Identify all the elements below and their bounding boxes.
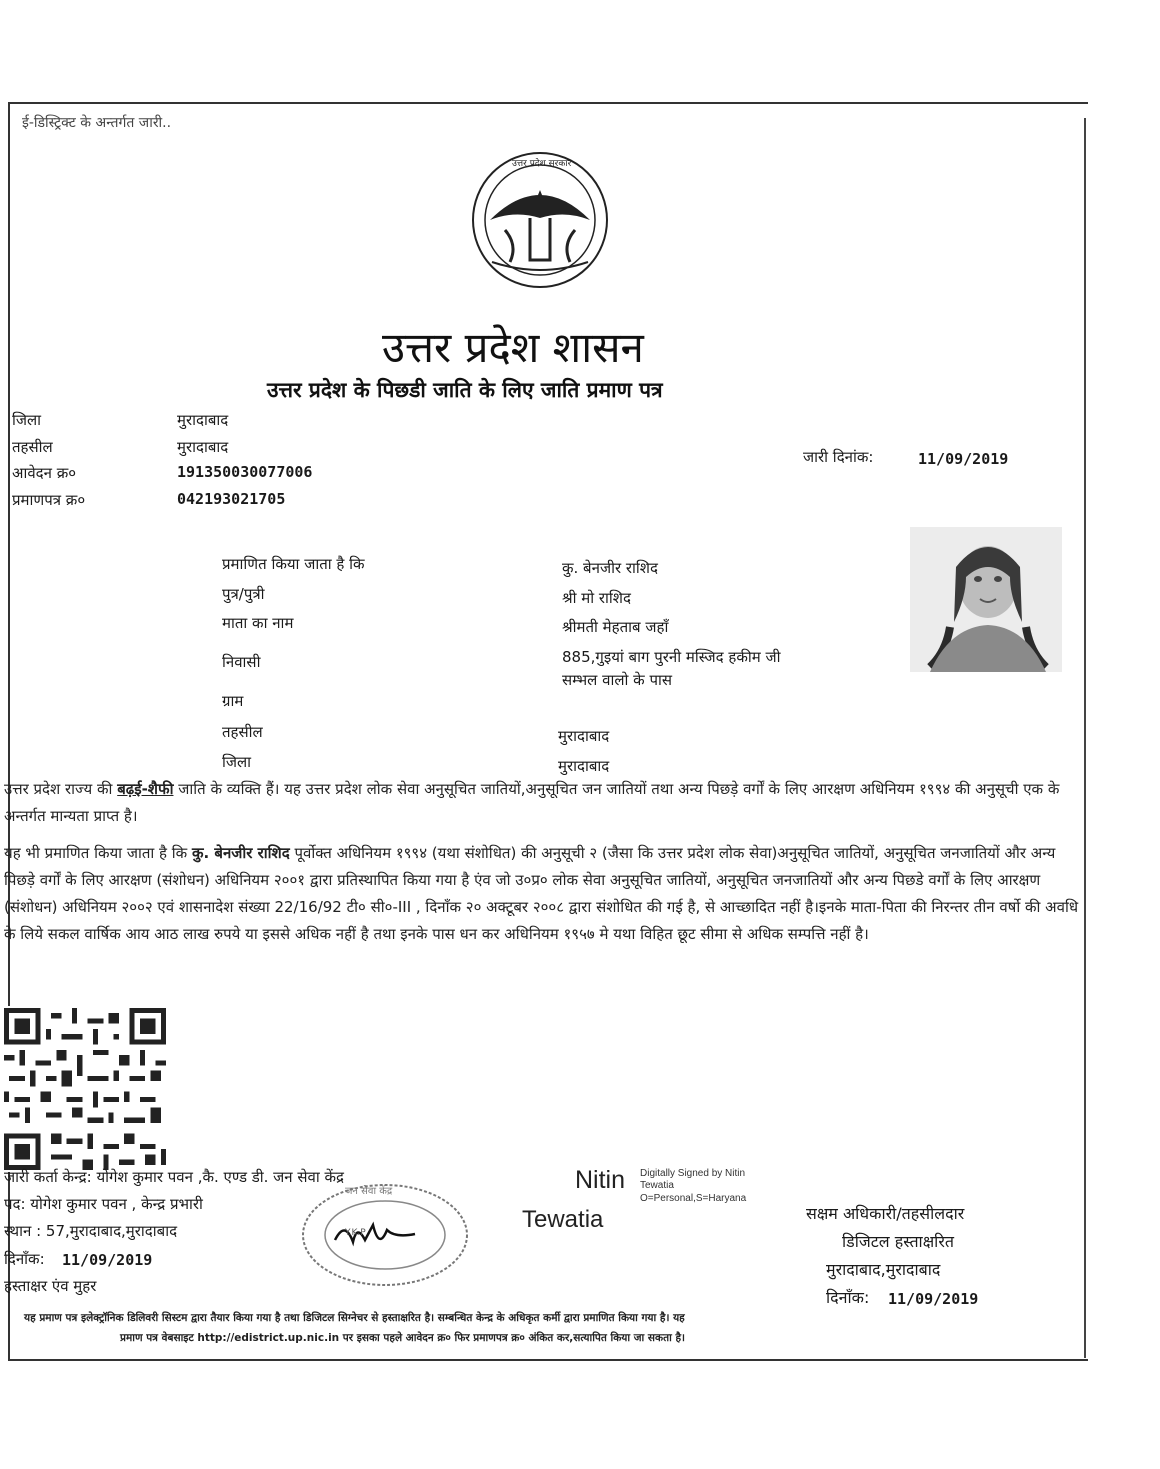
- issue-date-label: जारी दिनांक:: [803, 448, 874, 466]
- meta-value-district: मुरादाबाद: [177, 411, 229, 429]
- footer-line-1: यह प्रमाण पत्र इलेक्ट्रॉनिक डिलिवरी सिस्टम द्वारा तैयार किया गया है तथा डिजिटल सिग्नेचर से हस्ताक्षरित है। सम्बन्धित केन्द्र के अधिकृत कर्मी द्वारा प्रमाणित किया गया है। यह: [24, 1312, 685, 1324]
- digital-sig-name-2: Tewatia: [522, 1206, 604, 1233]
- meta-label-certificate-no: प्रमाणपत्र क्र०: [12, 491, 86, 509]
- issuer-center: जारी कर्ता केन्द्र: योगेश कुमार पवन ,कै. एण्ड डी. जन सेवा केंद्र: [4, 1168, 345, 1186]
- authority-date: 11/09/2019: [888, 1290, 979, 1308]
- digital-sig-name-1: Nitin: [575, 1166, 626, 1194]
- detail-value-name: कु. बेनजीर राशिद: [562, 559, 658, 577]
- certificate-subtitle: उत्तर प्रदेश के पिछडी जाति के लिए जाति प्रमाण पत्र: [267, 378, 663, 402]
- detail-label-tehsil: तहसील: [222, 723, 263, 741]
- detail-value-mother: श्रीमती मेहताब जहाँ: [562, 618, 669, 636]
- detail-label-child-of: पुत्र/पुत्री: [222, 585, 265, 603]
- digital-sig-line-3: O=Personal,S=Haryana: [640, 1193, 747, 1204]
- detail-label-resident: निवासी: [222, 653, 261, 671]
- detail-value-district: मुरादाबाद: [558, 757, 610, 775]
- issuer-place: स्थान : 57,मुरादाबाद,मुरादाबाद: [4, 1222, 178, 1240]
- detail-label-district: जिला: [222, 753, 252, 771]
- meta-value-application-no: 191350030077006: [177, 463, 313, 481]
- paragraph-caste-statement: [4, 776, 1084, 830]
- detail-label-mother: माता का नाम: [222, 614, 294, 632]
- issuer-date-label: दिनाँक:: [4, 1250, 45, 1268]
- top-note: ई-डिस्ट्रिक्ट के अन्तर्गत जारी..: [22, 115, 172, 131]
- footer-line-2: प्रमाण पत्र वेबसाइट http://edistrict.up.nic.in पर इसका पहले आवेदन क्र० फिर प्रमाणपत्र क्र० अंकित कर,सत्यापित किया जा सकता है।: [120, 1332, 686, 1344]
- issuer-post: पद: योगेश कुमार पवन , केन्द्र प्रभारी: [4, 1195, 203, 1213]
- meta-label-tehsil: तहसील: [12, 438, 53, 456]
- meta-label-district: जिला: [12, 411, 42, 429]
- authority-title: सक्षम अधिकारी/तहसीलदार: [806, 1204, 965, 1223]
- meta-value-certificate-no: 042193021705: [177, 490, 286, 508]
- para1-text-a: उत्तर प्रदेश राज्य की: [4, 780, 118, 798]
- detail-label-village: ग्राम: [222, 692, 244, 710]
- authority-date-label: दिनाँक:: [826, 1288, 870, 1307]
- person-photo-icon: [910, 527, 1062, 672]
- para2-text-b: पूर्वोक्त अधिनियम १९९४ (यथा संशोधित) की अनुसूची २ (जैसा कि उत्तर प्रदेश लोक सेवा)अनुसूचित जातियों, अनुसूचित जनजातियों और अन्य पिछड़े वर्गों के लिए आरक्षण (संशोधन) अधिनियम २००१ द्वारा प्रतिस्थापित किया गया है एंव जो उ०प्र० लोक सेवा अनुसूचित जातियों, अनुसूचित जनजातियों और अन्य पिछडे वर्गों के लिए आरक्षण (संशोधन) अधिनियम २००२ एवं शासनादेश संख्या 22/16/92 टी० सी०-III , दिनाँक २० अक्टूबर २००८ द्वारा संशोधित की गई है, से आच्छादित नहीं है।इनके माता-पिता की निरन्तर तीन वर्षो की अवधि के लिये सकल वार्षिक आय आठ लाख रुपये या इससे अधिक नहीं है तथा इनके पास धन कर अधिनियम १९५७ मे यथा विहित छूट सीमा से अधिक सम्पत्ति नहीं है।: [4, 844, 1079, 943]
- issuer-sign-label: हस्ताक्षर एंव मुहर: [4, 1277, 97, 1295]
- meta-value-tehsil: मुरादाबाद: [177, 438, 229, 456]
- certificate-border-right: [1084, 118, 1086, 1358]
- para2-text-a: यह भी प्रमाणित किया जाता है कि: [4, 844, 192, 862]
- issue-date-value: 11/09/2019: [918, 450, 1009, 468]
- detail-label-certified: प्रमाणित किया जाता है कि: [222, 555, 365, 573]
- paragraph-certification: [4, 840, 1084, 948]
- detail-value-address: 885,गुइयां बाग पुरनी मस्जिद हकीम जी: [562, 648, 781, 666]
- detail-value-tehsil: मुरादाबाद: [558, 727, 610, 745]
- meta-label-application-no: आवेदन क्र०: [12, 464, 77, 482]
- para1-caste: बढ़ई-शैफी: [117, 780, 174, 798]
- stamp-text: जन सेवा केंद्र: [345, 1186, 393, 1197]
- applicant-photo: [910, 527, 1062, 672]
- authority-sign: डिजिटल हस्ताक्षरित: [842, 1232, 954, 1251]
- detail-value-father: श्री मो राशिद: [562, 589, 631, 607]
- detail-value-address-2: सम्भल वालो के पास: [562, 671, 673, 689]
- para1-text-b: जाति के व्यक्ति हैं। यह उत्तर प्रदेश लोक सेवा अनुसूचित जातियों,अनुसूचित जन जातियों तथा अन्य पिछड़े वर्गों के लिए आरक्षण अधिनियम १९९४ की अनुसूची एक के अन्तर्गत मान्यता प्राप्त है।: [4, 780, 1060, 825]
- qr-code: [4, 1006, 166, 1172]
- issuer-date: 11/09/2019: [62, 1251, 153, 1269]
- digital-sig-line-1: Digitally Signed by Nitin: [640, 1168, 746, 1179]
- qr-code-icon: [4, 1006, 166, 1172]
- emblem-ring-text: उत्तर प्रदेश सरकार: [512, 159, 572, 169]
- handwritten-initials: Y.K.P: [345, 1228, 366, 1238]
- authority-place: मुरादाबाद,मुरादाबाद: [826, 1260, 941, 1279]
- digital-sig-line-2: Tewatia: [640, 1180, 674, 1191]
- page-title: उत्तर प्रदेश शासन: [382, 323, 644, 372]
- para2-name: कु. बेनजीर राशिद: [191, 844, 290, 862]
- up-government-emblem: [470, 150, 610, 290]
